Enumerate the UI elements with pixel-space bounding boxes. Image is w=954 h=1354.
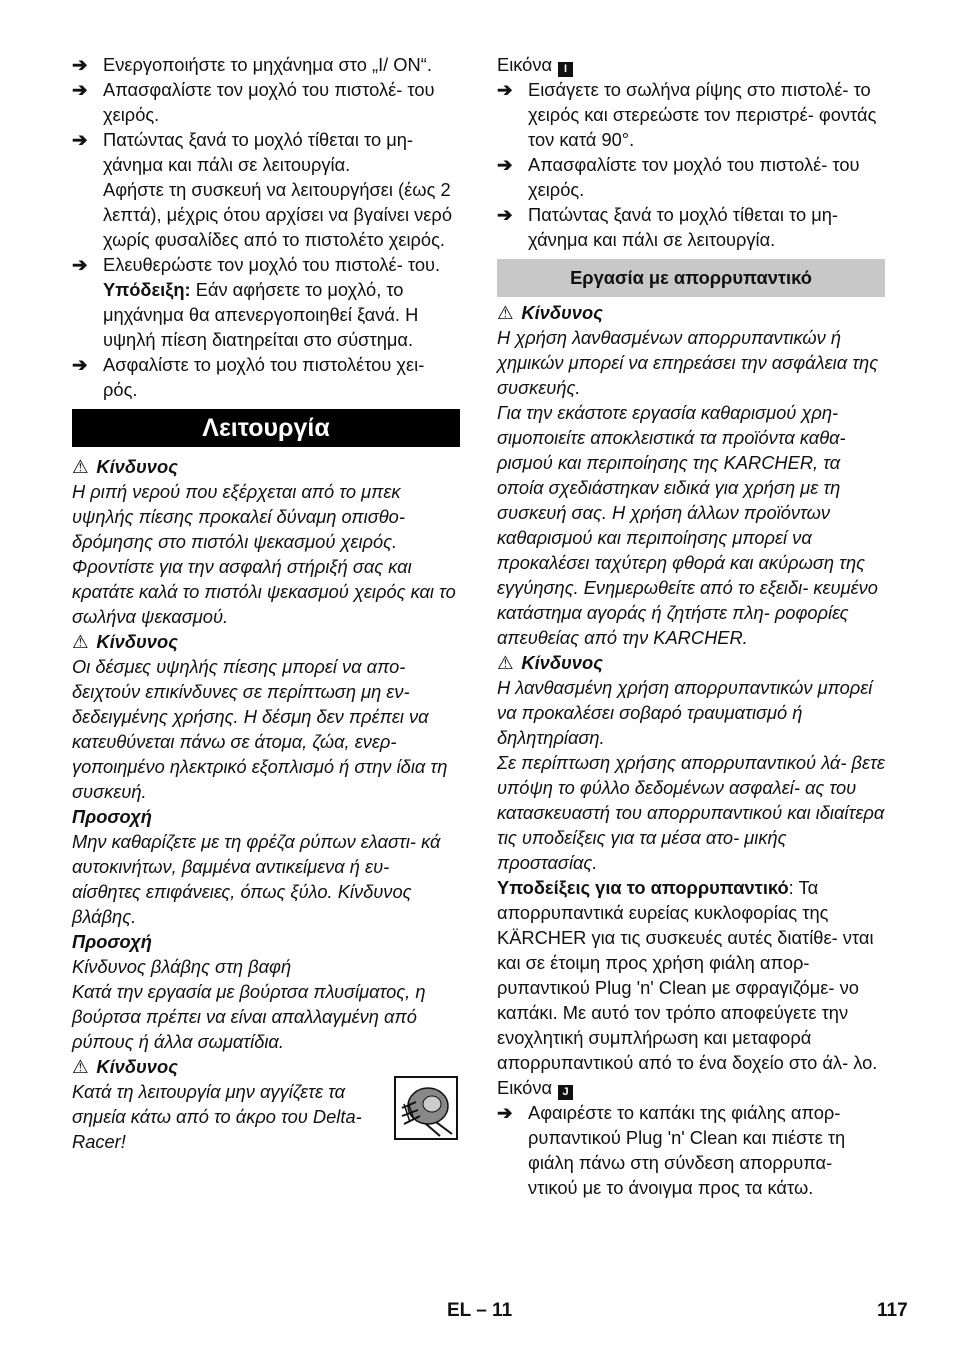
danger-heading: ⚠ Κίνδυνος [497,302,603,323]
danger-text: Σε περίπτωση χρήσης απορρυπαντικού λά- βετε υπόψη το φύλλο δεδομένων ασφαλεί- ας του κατασκευαστή του απορρυπαντικού και ιδιαίτερα τις υποδείξεις για τα μέσα ατο- μικής προστασίας. [497,752,885,873]
step [497,202,885,252]
arrow-right-icon: ➔ [497,154,513,175]
danger-text: Η λανθασμένη χρήση απορρυπαντικών μπορεί να προκαλέσει σοβαρό τραυματισμό ή δηλητηρίαση. [497,677,873,748]
hint-text: Εάν αφήσετε το μοχλό, το μηχάνημα θα απενεργοποιηθεί ξανά. Η υψηλή πίεση διατηρείται στο σύστημα. [103,279,419,350]
warning-icon: ⚠ [497,302,514,323]
warning-icon: ⚠ [72,631,89,652]
step-text: Ασφαλίστε το μοχλό του πιστολέτου χει- ρός. [103,354,425,400]
caution-text: Κίνδυνος βλάβης στη βαφή [72,956,292,977]
left-column [72,52,460,1154]
caution-heading: Προσοχή [72,931,152,952]
step [72,352,460,402]
step-text: Απασφαλίστε τον μοχλό του πιστολέ- του χειρός. [528,154,860,200]
step [497,152,885,202]
caution-heading: Προσοχή [72,806,152,827]
danger-text: Η χρήση λανθασμένων απορρυπαντικών ή χημικών μπορεί να επηρεάσει την ασφάλεια της συσκευής. [497,327,879,398]
danger-text: Οι δέσμες υψηλής πίεσης μπορεί να απο- δειχτούν επικίνδυνες σε περίπτωση μη εν- δεδειγμένης χρήσης. Η δέσμη δεν πρέπει να κατευθύνεται πάνω σε άτομα, ζώα, ενερ- γοποιημένο ηλεκτρικό εξοπλισμό ή στην ίδια τη συσκευή. [72,656,448,802]
section-title: Εργασία με απορρυπαντικό [497,259,885,297]
danger-heading: ⚠ Κίνδυνος [497,652,603,673]
footer-section-page: EL – 11 [447,1300,513,1321]
arrow-right-icon: ➔ [497,1102,513,1123]
step-text: Αφαιρέστε το καπάκι της φιάλης απορ- ρυπαντικού Plug 'n' Clean και πιέστε τη φιάλη πάνω στη σύνδεση απορρυπα- ντικού με το άνοιγμα προς τα κάτω. [528,1102,846,1198]
caution-text: Κατά την εργασία με βούρτσα πλυσίματος, η βούρτσα πρέπει να είναι απαλλαγμένη από ρύπους ή άλλα σωματίδια. [72,981,426,1052]
section-title: Λειτουργία [72,409,460,447]
step [72,52,460,77]
figure-reference: Εικόνα I [497,52,885,77]
step-text: Ελευθερώστε τον μοχλό του πιστολέ- του. [103,254,441,275]
step [72,252,460,277]
arrow-right-icon: ➔ [497,204,513,225]
figure-label-box: I [558,62,573,77]
step-text: Εισάγετε το σωλήνα ρίψης στο πιστολέ- το χειρός και στερεώστε τον περιστρέ- φοντάς τον κατά 90°. [528,79,877,150]
figure-reference: Εικόνα J [497,1075,885,1100]
hint-text: : Τα απορρυπαντικά ευρείας κυκλοφορίας της KÄRCHER για τις συσκευές αυτές διατίθε- νται και σε έτοιμη προς χρήση φιάλη απορ- ρυπαντικού Plug 'n' Clean με σφραγιζόμε- νο καπάκι. Με αυτό τον τρόπο αποφεύγετε την ενοχλητική συμπλήρωση και μεταφορά απορρυπαντικού από το ένα δοχείο στο άλ- λο. [497,877,878,1073]
warning-icon: ⚠ [497,652,514,673]
caution-text: Μην καθαρίζετε με τη φρέζα ρύπων ελαστι- κά αυτοκινήτων, βαμμένα αντικείμενα ή ευ- αίσθητες επιφάνειες, όπως ξύλο. Κίνδυνος βλάβης. [72,831,441,927]
step [72,127,460,177]
right-column [497,52,885,1200]
step-text: Ενεργοποιήστε το μηχάνημα στο „I/ ON“. [103,54,432,75]
step-note: Αφήστε τη συσκευή να λειτουργήσει (έως 2 λεπτά), μέχρις ότου αρχίσει να βγαίνει νερό χωρίς φυσαλίδες από το πιστολέτο χειρός. [103,179,452,250]
step [497,77,885,152]
page-number: 117 [877,1300,908,1321]
warning-icon: ⚠ [72,456,89,477]
hint-label: Υποδείξεις για το απορρυπαντικό [497,877,789,898]
figure-label-box: J [558,1085,573,1100]
arrow-right-icon: ➔ [497,79,513,100]
danger-block [72,1054,460,1154]
arrow-right-icon: ➔ [72,54,88,75]
danger-heading: ⚠ Κίνδυνος [72,456,178,477]
step-text: Πατώντας ξανά το μοχλό τίθεται το μη- χάνημα και πάλι σε λειτουργία. [528,204,839,250]
hint [72,277,460,352]
step [497,1100,885,1200]
danger-text: Κατά τη λειτουργία μην αγγίζετε τα σημεία κάτω από το άκρο του Delta-Racer! [72,1081,362,1152]
arrow-right-icon: ➔ [72,354,88,375]
step-text: Απασφαλίστε τον μοχλό του πιστολέ- του χειρός. [103,79,435,125]
danger-heading: ⚠ Κίνδυνος [72,631,178,652]
step [72,77,460,127]
arrow-right-icon: ➔ [72,254,88,275]
step-text: Πατώντας ξανά το μοχλό τίθεται το μη- χάνημα και πάλι σε λειτουργία. [103,129,414,175]
danger-text: Για την εκάστοτε εργασία καθαρισμού χρη- σιμοποιείτε αποκλειστικά τα προϊόντα καθα- ρισμού και περιποίησης της KARCHER, τα οποία σχεδιάστηκαν ειδικά για χρήση με τη συσκευή σας. Η χρήση άλλων προϊόντων καθαρισμού και περιποίησης μπορεί να προκαλέσει ταχύτερη φθορά και ακύρωση της εγγύησης. Ενημερωθείτε από το εξειδι- κευμένο κατάστημα αγοράς ή ζητήστε πλη- ροφορίες απευθείας από την KARCHER. [497,402,878,648]
arrow-right-icon: ➔ [72,79,88,100]
warning-icon: ⚠ [72,1056,89,1077]
danger-text: Η ριπή νερού που εξέρχεται από το μπεκ υψηλής πίεσης προκαλεί δύναμη οπισθο- δρόμησης στο πιστόλι ψεκασμού χειρός. Φροντίστε για την ασφαλή στήριξή σας και κρατάτε καλά το πιστόλι ψεκασμού χειρός και το σωλήνα ψεκασμού. [72,481,456,627]
detergent-hint [497,875,885,1075]
no-touch-nozzle-icon [394,1076,458,1140]
danger-heading: ⚠ Κίνδυνος [72,1056,178,1077]
arrow-right-icon: ➔ [72,129,88,150]
hint-label: Υπόδειξη: [103,279,191,300]
